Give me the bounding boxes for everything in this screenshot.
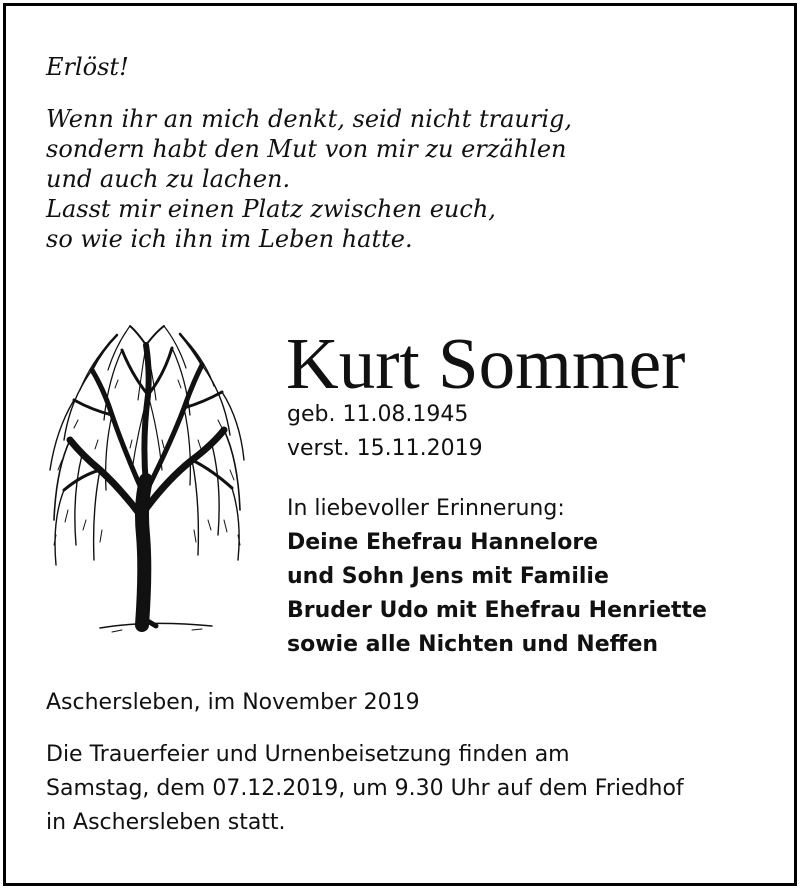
poem-line: Lasst mir einen Platz zwischen euch,: [46, 195, 496, 223]
place-date: Aschersleben, im November 2019: [46, 690, 420, 715]
mourner-line: sowie alle Nichten und Neffen: [287, 632, 659, 657]
mourner-line: und Sohn Jens mit Familie: [287, 564, 609, 589]
birth-date: geb. 11.08.1945: [287, 402, 469, 427]
ceremony-line: in Aschersleben statt.: [46, 810, 286, 835]
ceremony-line: Die Trauerfeier und Urnenbeisetzung finden am: [46, 742, 570, 767]
ceremony-info: [46, 738, 684, 840]
poem-line: und auch zu lachen.: [46, 165, 291, 193]
weeping-tree-icon: [42, 320, 252, 642]
mourner-line: Deine Ehefrau Hannelore: [287, 530, 599, 555]
memory-block: [287, 492, 707, 662]
mourner-line: Bruder Udo mit Ehefrau Henriette: [287, 598, 707, 623]
memory-heading: In liebevoller Erinnerung:: [287, 496, 565, 521]
ceremony-line: Samstag, dem 07.12.2019, um 9.30 Uhr auf dem Friedhof: [46, 776, 684, 801]
poem-intro: Erlöst!: [46, 53, 129, 81]
poem: [46, 52, 572, 254]
poem-line: sondern habt den Mut von mir zu erzählen: [46, 135, 567, 163]
poem-line: Wenn ihr an mich denkt, seid nicht traurig,: [46, 105, 573, 133]
deceased-name: Kurt Sommer: [286, 323, 686, 404]
death-date: verst. 15.11.2019: [287, 436, 483, 461]
life-dates: [287, 398, 483, 466]
poem-line: so wie ich ihn im Leben hatte.: [46, 225, 413, 253]
